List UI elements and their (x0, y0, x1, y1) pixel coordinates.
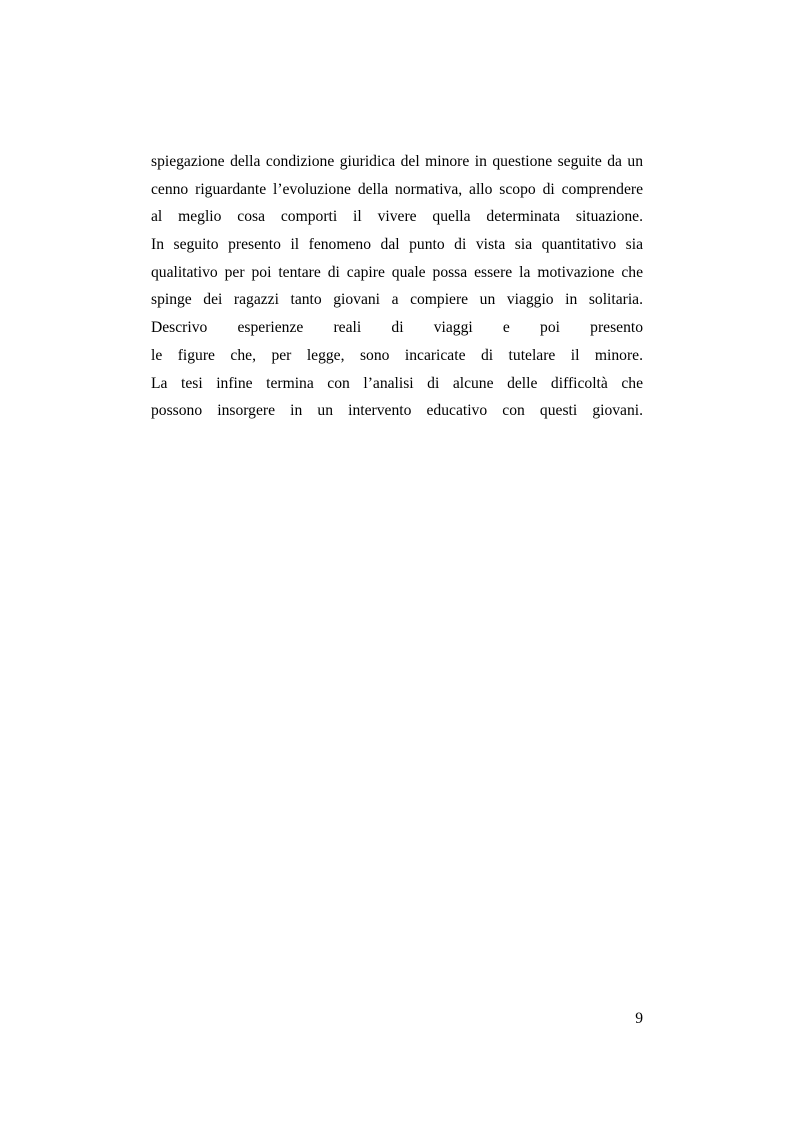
body-paragraph (151, 148, 643, 425)
text-line: Descrivo esperienze reali di viaggi e poi presento (151, 319, 643, 337)
text-line: cenno riguardante l’evoluzione della normativa, allo scopo di comprendere (151, 180, 643, 198)
text-line: spiegazione della condizione giuridica del minore in questione seguite da un (151, 153, 643, 170)
text-line: al meglio cosa comporti il vivere quella determinata situazione. (151, 208, 643, 226)
text-line: La tesi infine termina con l’analisi di alcune delle difficoltà che (151, 374, 643, 392)
text-line: qualitativo per poi tentare di capire quale possa essere la motivazione che (151, 263, 643, 281)
text-line: possono insorgere in un intervento educativo con questi giovani. (151, 402, 643, 420)
text-line: In seguito presento il fenomeno dal punto di vista sia quantitativo sia (151, 236, 643, 254)
text-line: le figure che, per legge, sono incaricate di tutelare il minore. (151, 346, 643, 364)
text-line: spinge dei ragazzi tanto giovani a compiere un viaggio in solitaria. (151, 291, 643, 309)
page-number: 9 (635, 1010, 643, 1027)
